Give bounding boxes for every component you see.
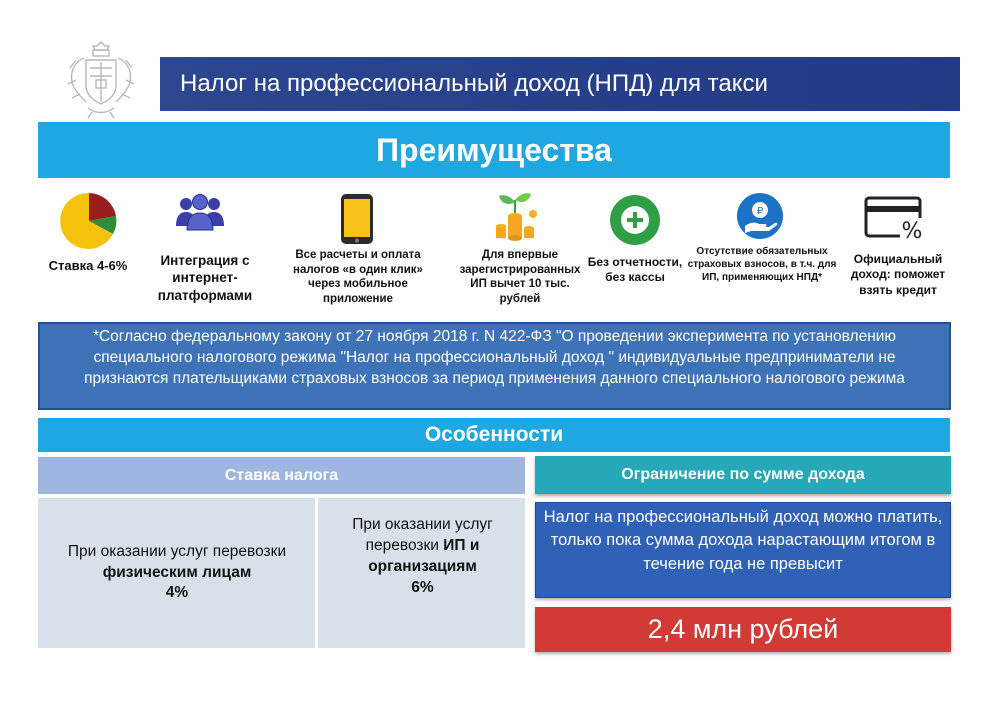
plus-circle-icon — [609, 194, 661, 251]
rate-organizations-value: 6% — [411, 578, 434, 596]
svg-text:%: % — [901, 219, 923, 242]
rate-individuals-value: 4% — [165, 584, 189, 602]
rate-organizations-emphasis-orgs: организациям — [368, 557, 477, 575]
income-limit-header: Ограничение по сумме дохода — [535, 456, 951, 494]
footnote-text: *Согласно федеральному закону от 27 ноября 2018 г. N 422-ФЗ "О проведении эксперимента по установлению специального налогового режима "Налог на профессиональный доход " индивидуальные предприниматели не признаются плательщиками страховых взносов за период применения данного специального налогового режима — [38, 322, 951, 410]
tax-rate-divider — [315, 498, 318, 648]
advantage-label-rate: Ставка 4-6% — [48, 258, 128, 273]
money-plant-icon — [488, 188, 542, 249]
advantage-label-deduction: Для впервые зарегистрированных ИП вычет 10 тыс. рублей — [459, 249, 581, 306]
tax-rate-header: Ставка налога — [38, 457, 525, 494]
advantage-label-integration: Интеграция с интернет-платформами — [157, 253, 253, 303]
rate-organizations-cell — [330, 515, 515, 625]
rate-organizations-prefix: При оказании услуг перевозки — [352, 516, 493, 554]
advantage-label-official-income: Официальный доход: поможет взять кредит — [850, 252, 946, 297]
advantage-label-payments: Все расчеты и оплата налогов «в один клик» через мобильное приложение — [293, 249, 423, 306]
hand-coin-icon — [736, 192, 784, 245]
page-title: Налог на профессиональный доход (НПД) для такси — [160, 57, 960, 111]
rate-individuals-cell — [42, 498, 312, 648]
smartphone-icon — [340, 193, 374, 250]
pie-chart-icon — [58, 190, 120, 257]
coat-of-arms-emblem — [62, 38, 140, 120]
advantage-label-insurance: Отсутствие обязательных страховых взносов, в т.ч. для ИП, применяющих НПД* — [687, 246, 837, 283]
advantages-banner: Преимущества — [38, 122, 950, 178]
features-banner: Особенности — [38, 418, 950, 452]
rate-organizations-emphasis-ip: ИП — [443, 536, 466, 554]
income-limit-text: Налог на профессиональный доход можно платить, только пока сумма дохода нарастающим итогом в течение года не превысит — [535, 502, 951, 598]
people-icon — [174, 192, 226, 239]
rate-individuals-prefix: При оказании услуг перевозки — [67, 542, 287, 560]
rate-individuals-emphasis: физическим лицам — [102, 563, 252, 581]
income-limit-amount: 2,4 млн рублей — [535, 607, 951, 652]
card-percent-icon — [864, 196, 926, 247]
advantage-label-no-reporting: Без отчетности, без кассы — [587, 255, 683, 285]
svg-text:₽: ₽ — [756, 206, 764, 217]
rate-organizations-joiner: и — [465, 536, 480, 554]
